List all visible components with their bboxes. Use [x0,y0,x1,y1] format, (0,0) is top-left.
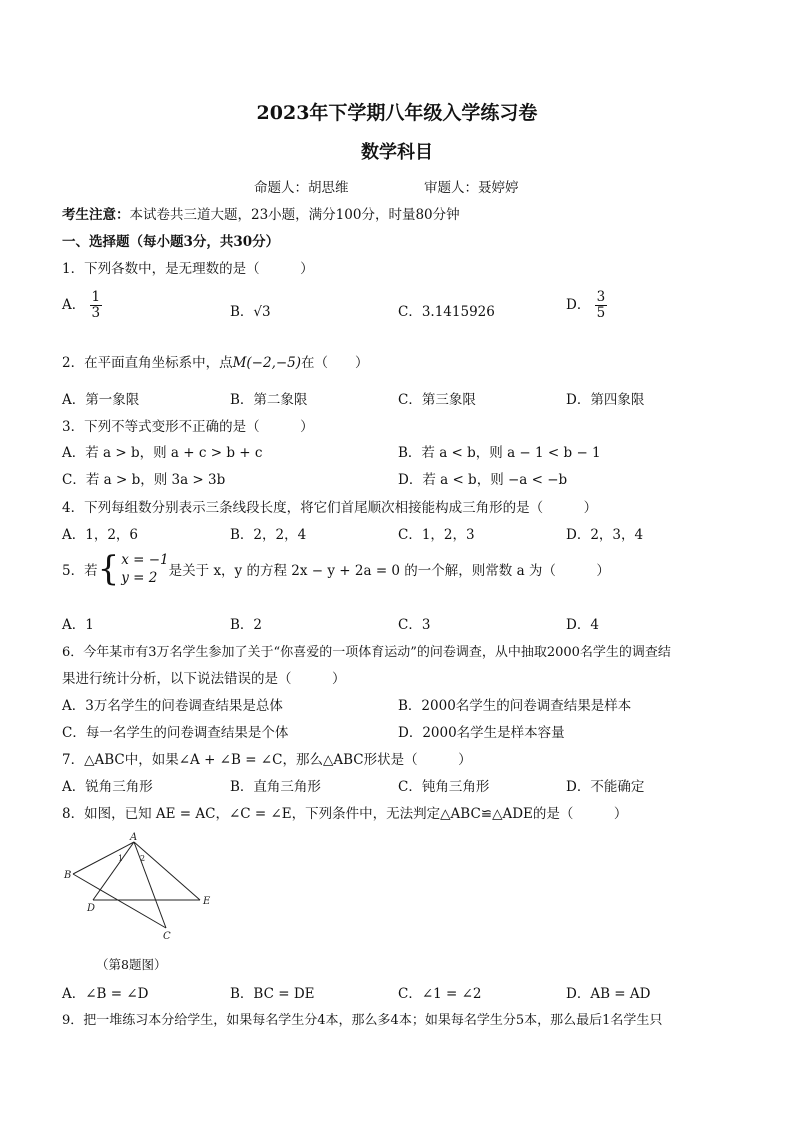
notice-label: 考生注意： [62,207,130,223]
segment-bc [73,874,166,928]
question-2-stem: 2．在平面直角坐标系中，点M(−2,−5)在（ ） [62,355,369,371]
question-6-stem-line2: 果进行统计分析，以下说法错误的是（ ） [62,671,346,687]
q7-option-c: C．钝角三角形 [398,779,490,795]
fraction: $\frac{1}{3}$ [91,289,101,321]
q6-option-b: B．2000名学生的问卷调查结果是样本 [398,698,632,714]
point-c-label: C [163,931,171,942]
q1-option-c: C．3.1415926 [398,304,495,320]
triangle-figure [60,830,230,945]
q3-option-a: A．若 a > b，则 a + c > b + c [62,445,263,461]
question-3-stem: 3．下列不等式变形不正确的是（ ） [62,419,314,435]
q2-option-d: D．第四象限 [566,392,645,408]
q5-option-d: D．4 [566,617,599,633]
q2-option-a: A．第一象限 [62,392,140,408]
reviewer-name: 审题人：聂婷婷 [424,180,519,196]
segment-ae [134,842,200,900]
q4-option-d: D．2，3，4 [566,527,644,543]
subject-title: 数学科目 [361,142,433,163]
q8-option-c: C．∠1 = ∠2 [398,986,482,1002]
q2-option-c: C．第三象限 [398,392,476,408]
q4-option-a: A．1，2，6 [62,527,139,543]
q3-option-c: C．若 a > b，则 3a > 3b [62,472,226,488]
exam-notice [62,203,460,223]
point-a-label: A [130,832,138,843]
question-1-stem: 1．下列各数中，是无理数的是（ ） [62,261,314,277]
q2-option-b: B．第二象限 [230,392,308,408]
q6-option-a: A．3万名学生的问卷调查结果是总体 [62,698,283,714]
q3-option-d: D．若 a < b，则 −a < −b [398,472,568,488]
question-9-stem: 9．把一堆练习本分给学生，如果每名学生分4本，那么多4本；如果每名学生分5本，那么最后1名学生只 [62,1013,663,1028]
q4-option-b: B．2，2，4 [230,527,307,543]
q7-option-d: D．不能确定 [566,779,645,795]
q5-option-b: B．2 [230,617,263,633]
setter-name: 命题人：胡思维 [254,180,349,196]
point-e-label: E [203,896,211,907]
figure-caption: （第8题图） [96,957,167,972]
equation-system: x = −1 y = 2 [121,552,169,587]
q5-option-a: A．1 [62,617,94,633]
q6-option-c: C．每一名学生的问卷调查结果是个体 [62,725,289,741]
q1-option-a: A． $\frac{1}{3}$ [62,289,101,321]
angle-1-label: 1 [118,854,124,863]
notice-text: 本试卷共三道大题，23小题，满分100分，时量80分钟 [129,207,460,223]
question-7-stem: 7．△ABC中，如果∠A + ∠B = ∠C，那么△ABC形状是（ ） [62,752,472,768]
q8-option-d: D．AB = AD [566,986,651,1002]
q3-option-b: B．若 a < b，则 a − 1 < b − 1 [398,445,601,461]
section-heading: 一、选择题（每小题3分，共30分） [62,234,280,250]
left-brace: { [97,549,120,590]
q4-option-c: C．1，2，3 [398,527,475,543]
question-5-stem: 5．若{ x = −1 y = 2 是关于 x，y 的方程 2x − y + 2a = 0 的一个解，则常数 a 为（ ） [62,549,610,590]
q1-option-d: D． $\frac{3}{5}$ [566,289,606,321]
segment-ad [93,842,134,900]
q6-option-d: D．2000名学生是样本容量 [398,725,565,741]
question-4-stem: 4．下列每组数分别表示三条线段长度，将它们首尾顺次相接能构成三角形的是（ ） [62,500,598,516]
point-d-label: D [87,903,96,914]
question-8-stem: 8．如图，已知 AE = AC，∠C = ∠E，下列条件中，无法判定△ABC≌△ADE的是（ ） [62,806,628,822]
q1-option-b: B．√3 [230,304,271,320]
q8-option-a: A．∠B = ∠D [62,986,149,1002]
exam-title: 2023年下学期八年级入学练习卷 [256,102,538,124]
angle-2-label: 2 [140,854,146,863]
q7-option-a: A．锐角三角形 [62,779,153,795]
point-b-label: B [64,870,72,881]
q5-option-c: C．3 [398,617,431,633]
fraction: $\frac{3}{5}$ [596,289,606,321]
segment-ac [134,842,166,928]
segment-ab [73,842,134,874]
question-6-stem-line1: 6．今年某市有3万名学生参加了关于“你喜爱的一项体育运动”的问卷调查，从中抽取2000名学生的调查结 [62,645,671,660]
q8-option-b: B．BC = DE [230,986,315,1002]
q7-option-b: B．直角三角形 [230,779,321,795]
